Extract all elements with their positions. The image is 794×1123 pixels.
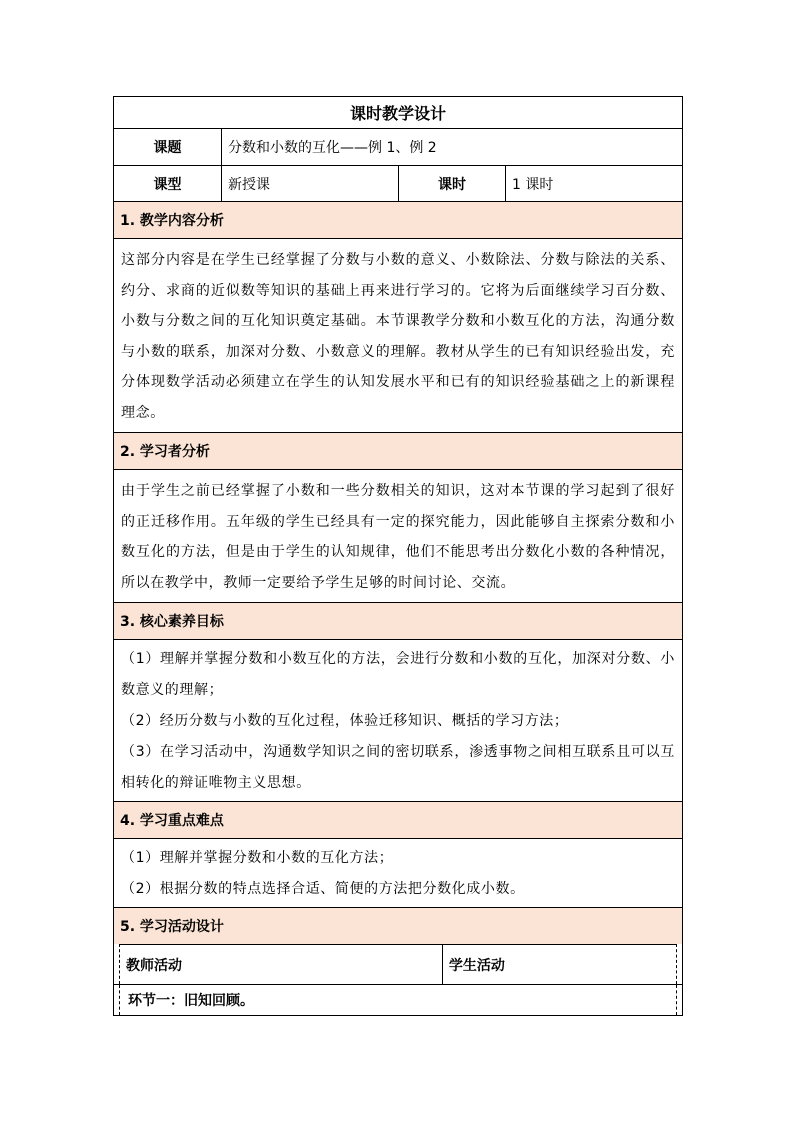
section-heading [114, 201, 682, 238]
section-body [114, 639, 682, 801]
hours-label: 课时 [398, 166, 505, 201]
list-item: （1）理解并掌握分数和小数互化的方法，会进行分数和小数的互化，加深对分数、小数意义的理解； [121, 651, 675, 698]
section-1-text: 这部分内容是在学生已经掌握了分数与小数的意义、小数除法、分数与除法的关系、约分、求商的近似数等知识的基础上再来进行学习的。它将为后面继续学习百分数、小数与分数之间的互化知识奠定基础。本节课教学分数和小数互化的方法，沟通分数与小数的联系，加深对分数、小数意义的理解。教材从学生的已有知识经验出发，充分体现数学活动必须建立在学生的认知发展水平和已有的知识经验基础之上的新课程理念。 [121, 252, 675, 421]
section-heading [114, 801, 682, 838]
section-body [114, 469, 682, 602]
topic-value: 分数和小数的互化——例 1、例 2 [221, 129, 682, 165]
topic-label: 课题 [153, 140, 182, 156]
section-1-heading: 1. 教学内容分析 [120, 213, 224, 229]
step-1-text: 环节一：旧知回顾。 [128, 993, 254, 1009]
type-value: 新授课 [221, 166, 398, 201]
section-heading [114, 602, 682, 639]
student-activity-header: 学生活动 [442, 945, 676, 984]
lesson-design-table [113, 96, 683, 1016]
list-item: （3）在学习活动中，沟通数学知识之间的密切联系，渗透事物之间相互联系且可以互相转化的辩证唯物主义思想。 [121, 744, 675, 791]
hours-value: 1 课时 [505, 166, 682, 201]
page-title: 课时教学设计 [349, 104, 446, 123]
list-item: （2）经历分数与小数的互化过程，体验迁移知识、概括的学习方法； [121, 713, 569, 729]
section-body [114, 838, 682, 907]
list-item: （2）根据分数的特点选择合适、简便的方法把分数化成小数。 [121, 881, 525, 897]
activity-header-row [119, 944, 677, 984]
list-item: （1）理解并掌握分数和小数的互化方法； [121, 850, 394, 866]
section-heading [114, 432, 682, 469]
teacher-activity-header: 教师活动 [126, 957, 182, 974]
activity-step-row [114, 984, 682, 1016]
type-label: 课型 [153, 176, 182, 193]
step-1-label [119, 985, 677, 1015]
section-body [114, 238, 682, 432]
section-4-list [114, 839, 532, 907]
type-row [114, 165, 682, 201]
section-2-heading: 2. 学习者分析 [120, 444, 210, 460]
section-heading [114, 907, 682, 944]
topic-row [114, 128, 682, 165]
table-title-row [114, 96, 682, 128]
section-3-heading: 3. 核心素养目标 [120, 614, 224, 630]
section-2-text: 由于学生之前已经掌握了小数和一些分数相关的知识，这对本节课的学习起到了很好的正迁移作用。五年级的学生已经具有一定的探究能力，因此能够自主探索分数和小数互化的方法，但是由于学生的认知规律，他们不能思考出分数化小数的各种情况，所以在教学中，教师一定要给予学生足够的时间讨论、交流。 [121, 483, 675, 591]
section-3-list [114, 640, 682, 801]
section-4-heading: 4. 学习重点难点 [120, 813, 224, 829]
section-5-heading: 5. 学习活动设计 [120, 919, 224, 935]
